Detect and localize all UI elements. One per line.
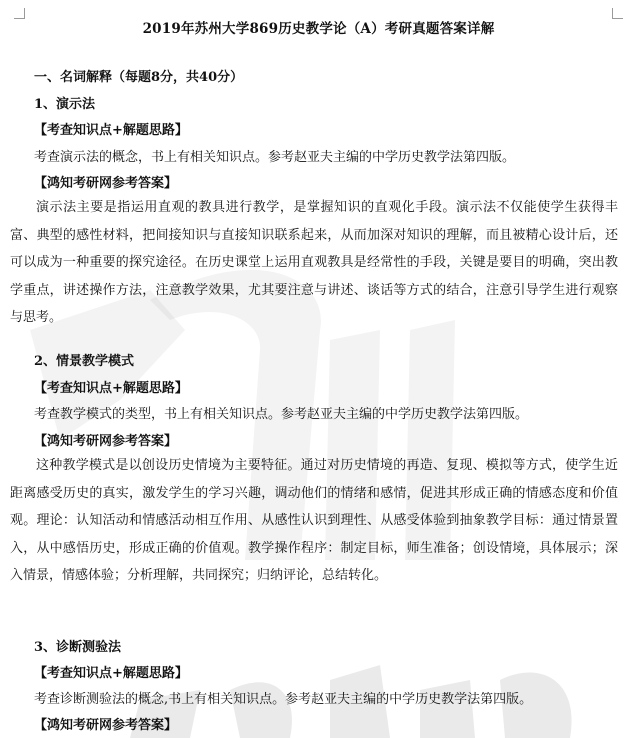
item-1-answer-label: 【鸿知考研网参考答案】	[34, 176, 178, 191]
item-2-answer-body	[10, 452, 618, 590]
item-1-knowledge-label: 【考查知识点+解题思路】	[34, 123, 188, 138]
item-1-answer-body	[10, 194, 618, 332]
item-2-answer-label: 【鸿知考研网参考答案】	[34, 434, 178, 449]
item-3-heading: 3、诊断测验法	[34, 640, 122, 655]
item-2-heading: 2、情景教学模式	[34, 354, 135, 369]
item-2-knowledge-label: 【考查知识点+解题思路】	[34, 381, 188, 396]
item-1-heading: 1、演示法	[34, 97, 96, 112]
item-1-knowledge-text: 考查演示法的概念，书上有相关知识点。参考赵亚夫主编的中学历史教学法第四版。	[34, 150, 516, 165]
section-heading: 一、名词解释（每题8分，共40分）	[34, 70, 244, 85]
item-2-knowledge-text: 考查教学模式的类型，书上有相关知识点。参考赵亚夫主编的中学历史教学法第四版。	[34, 407, 529, 422]
item-1-answer-text: 演示法主要是指运用直观的教具进行教学，是掌握知识的直观化手段。演示法不仅能使学生获得丰富、典型的感性材料，把间接知识与直接知识联系起来，从而加深对知识的理解，而且被精心设计后，还可以成为一种重要的探究途径。在历史课堂上运用直观教具是经常性的手段，关键是要目的明确，突出教学重点，讲述操作方法，注意教学效果，尤其要注意与讲述、谈话等方式的结合，注意引导学生进行观察与思考。	[10, 200, 618, 325]
item-2-answer-text: 这种教学模式是以创设历史情境为主要特征。通过对历史情境的再造、复现、模拟等方式，使学生近距离感受历史的真实，激发学生的学习兴趣，调动他们的情绪和感情，促进其形成正确的情感态度和价值观。理论：认知活动和情感活动相互作用、从感性认识到理性、从感受体验到抽象教学目标：通过情景置入，从中感悟历史，形成正确的价值观。教学操作程序：制定目标，师生准备；创设情境，具体展示；深入情景，情感体验；分析理解，共同探究；归纳评论，总结转化。	[10, 458, 618, 583]
item-3-answer-label: 【鸿知考研网参考答案】	[34, 718, 178, 733]
item-3-knowledge-text: 考查诊断测验法的概念,书上有相关知识点。参考赵亚夫主编的中学历史教学法第四版。	[34, 692, 533, 707]
document-title: 2019年苏州大学869历史教学论（A）考研真题答案详解	[142, 21, 495, 37]
item-3-knowledge-label: 【考查知识点+解题思路】	[34, 666, 188, 681]
